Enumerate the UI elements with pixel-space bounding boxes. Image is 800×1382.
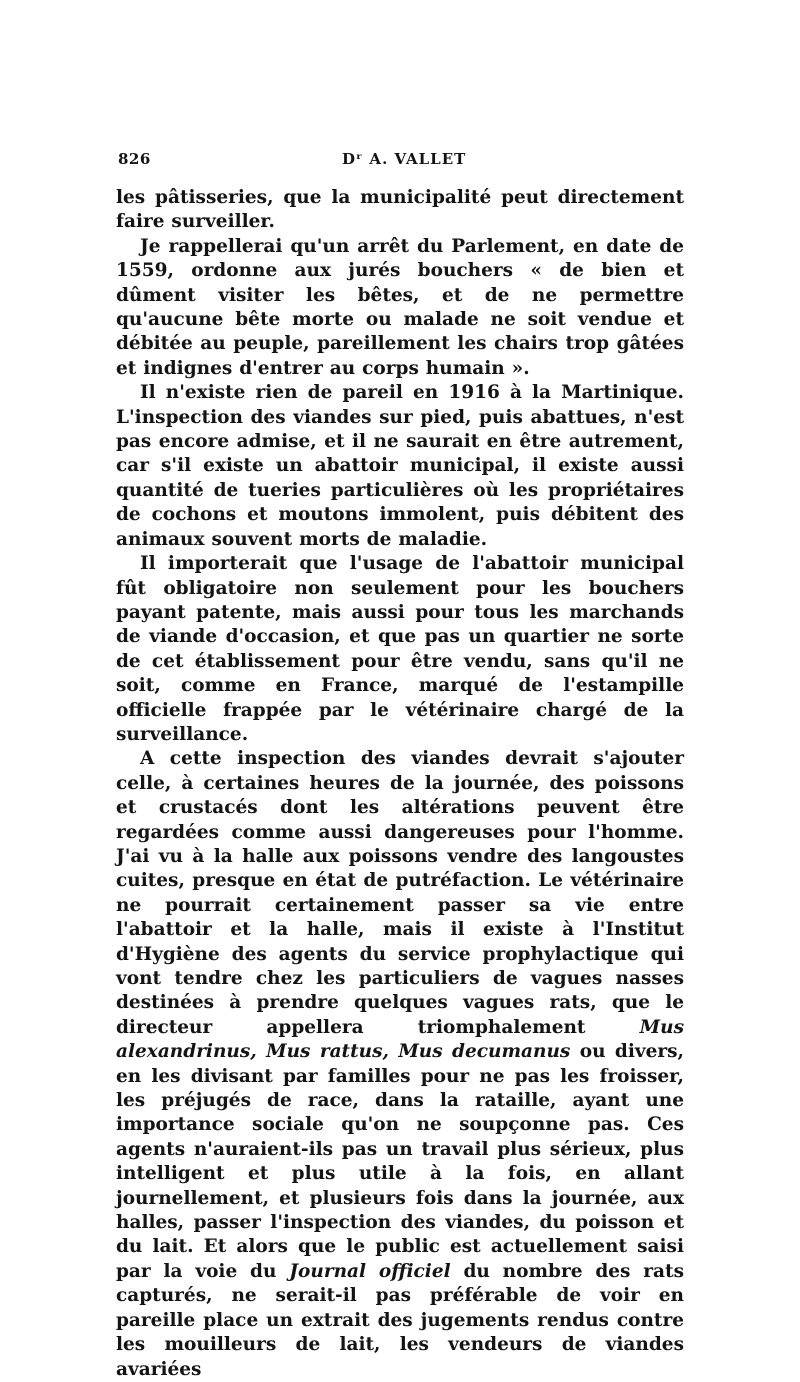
body-text [116, 186, 684, 1382]
paragraph-5-part-b: ou divers, en les divisant par familles pour ne pas les froisser, les préjugés de race, dans la rataille, ayant une importance sociale qu'on ne soupçonne pas. Ces agents n'auraient-ils pas un travail plus sérieux, plus intelligent et plus utile à la fois, en allant journellement, et plusieurs fois dans la journée, aux halles, passer l'inspection des viandes, du poisson et du lait. Et alors que le public est actuellement saisi par la voie du [116, 1041, 684, 1282]
paragraph-2: Je rappellerai qu'un arrêt du Parlement, en date de 1559, ordonne aux jurés bouchers « de bien et dûment visiter les bêtes, et de ne permettre qu'aucune bête morte ou malade ne soit vendue et débitée au peuple, pareillement les chairs trop gâtées et indignes d'entrer au corps humain ». [116, 235, 684, 379]
paragraph-1: les pâtisseries, que la municipalité peut directement faire surveiller. [116, 187, 684, 233]
page-header [118, 150, 683, 174]
running-head: Dʳ A. VALLET [342, 150, 467, 168]
paragraph-5-part-c: du nombre des rats capturés, ne serait-il pas préférable de voir en pareille place un extrait des jugements rendus contre les mouilleurs de lait, les vendeurs de viandes avariées [116, 1260, 684, 1380]
paragraph-5-part-a: A cette inspection des viandes devrait s'ajouter celle, à certaines heures de la journée, des poissons et crustacés dont les altérations peuvent être regardées comme aussi dangereuses pour l'homme. J'ai vu à la halle aux poissons vendre des langoustes cuites, presque en état de putréfaction. Le vétérinaire ne pourrait certainement passer sa vie entre l'abattoir et la halle, mais il existe à l'Institut d'Hygiène des agents du service prophylactique qui vont tendre chez les particuliers de vagues nasses destinées à prendre quelques vagues rats, que le directeur appellera triomphalement [116, 748, 684, 1038]
paragraph-3: Il n'existe rien de pareil en 1916 à la Martinique. L'inspection des viandes sur pied, puis abattues, n'est pas encore admise, et il ne saurait en être autrement, car s'il existe un abattoir municipal, il existe aussi quantité de tueries particulières où les propriétaires de cochons et moutons immolent, puis débitent des animaux souvent morts de maladie. [116, 382, 684, 550]
paragraph-4: Il importerait que l'usage de l'abattoir municipal fût obligatoire non seulement pour les bouchers payant patente, mais aussi pour tous les marchands de viande d'occasion, et que pas un quartier ne sorte de cet établissement pour être vendu, sans qu'il ne soit, comme en France, marqué de l'estampille officielle frappée par le vétérinaire chargé de la surveillance. [116, 553, 684, 745]
paragraph-5 [116, 747, 684, 1382]
journal-title: Journal officiel [289, 1260, 451, 1282]
species-names: Mus alexandrinus, Mus rattus, Mus decumanus [116, 1016, 684, 1063]
page-number: 826 [118, 150, 151, 168]
